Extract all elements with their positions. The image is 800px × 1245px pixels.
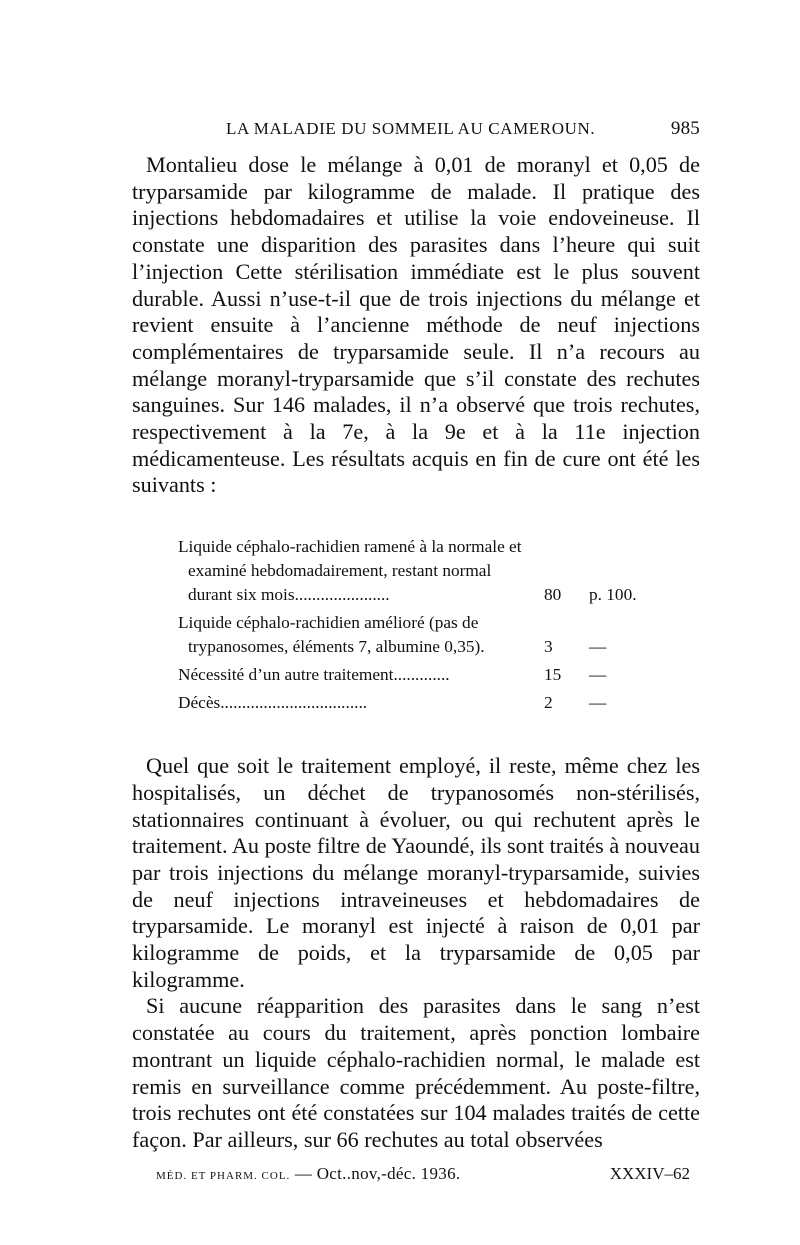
paragraph-2: Quel que soit le traitement employé, il reste, même chez les hospitalisés, un déchet de trypanosomés non-stérilisés, stationnaires continuant à évoluer, ou qui rechutent après le traitement. Au poste filtre de Yaoundé, ils sont traités à nouveau par trois injections du mélange moranyl-tryparsamide, suivies de neuf injections intraveineuses et hebdomadaires de tryparsamide. Le moranyl est injecté à raison de 0,01 par kilogramme de poids, et la tryparsamide de 0,05 par kilogramme. xyxy=(132,753,700,992)
table-row xyxy=(178,611,630,659)
row-value: 2 xyxy=(544,693,553,713)
results-table xyxy=(178,535,637,715)
footer-citation xyxy=(156,1164,460,1184)
page-header xyxy=(132,118,700,148)
page-number: 985 xyxy=(670,118,700,139)
row-description: Liquide céphalo-rachidien ramené à la normale et examiné hebdomadairement, restant normal durant six mois...................... xyxy=(178,537,522,605)
table-row xyxy=(178,691,630,715)
row-description: Nécessité d’un autre traitement............. xyxy=(178,665,450,685)
row-value: 3 xyxy=(544,637,553,657)
row-unit: — xyxy=(589,693,607,713)
journal-name: MÉD. ET PHARM. COL. xyxy=(156,1169,291,1182)
table-row xyxy=(178,535,637,607)
issue-date: — Oct..nov,-déc. 1936. xyxy=(294,1163,461,1183)
page-footer xyxy=(132,1164,700,1184)
row-value: 80 xyxy=(544,585,562,605)
row-description: Décès.................................. xyxy=(178,693,368,713)
row-value: 15 xyxy=(544,665,562,685)
volume-number: XXXIV–62 xyxy=(609,1163,690,1183)
row-unit: p. 100. xyxy=(589,585,637,605)
row-unit: — xyxy=(589,665,607,685)
paragraph-1: Montalieu dose le mélange à 0,01 de moranyl et 0,05 de tryparsamide par kilogramme de malade. Il pratique des injections hebdomadaires et utilise la voie endoveineuse. Il constate une disparition des parasites dans l’heure qui suit l’injection Cette stérilisation immédiate est le plus souvent durable. Aussi n’use-t-il que de trois injections du mélange et revient ensuite à l’ancienne méthode de neuf injections complémentaires de tryparsamide seule. Il n’a recours au mélange moranyl-tryparsamide que s’il constate des rechutes sanguines. Sur 146 malades, il n’a observé que trois rechutes, respectivement à la 7e, à la 9e et à la 11e injection médicamenteuse. Les résultats acquis en fin de cure ont été les suivants : xyxy=(132,152,700,498)
document-page xyxy=(132,118,700,1184)
table-row xyxy=(178,663,630,687)
running-title: LA MALADIE DU SOMMEIL AU CAMEROUN. xyxy=(226,119,596,138)
row-description: Liquide céphalo-rachidien amélioré (pas de trypanosomes, éléments 7, albumine 0,35). xyxy=(178,613,485,657)
row-unit: — xyxy=(589,637,607,657)
paragraph-3: Si aucune réapparition des parasites dans le sang n’est constatée au cours du traitement, après ponction lombaire montrant un liquide céphalo-rachidien normal, le malade est remis en surveillance comme précédemment. Au poste-filtre, trois rechutes ont été constatées sur 104 malades traités de cette façon. Par ailleurs, sur 66 rechutes au total observées xyxy=(132,993,700,1152)
